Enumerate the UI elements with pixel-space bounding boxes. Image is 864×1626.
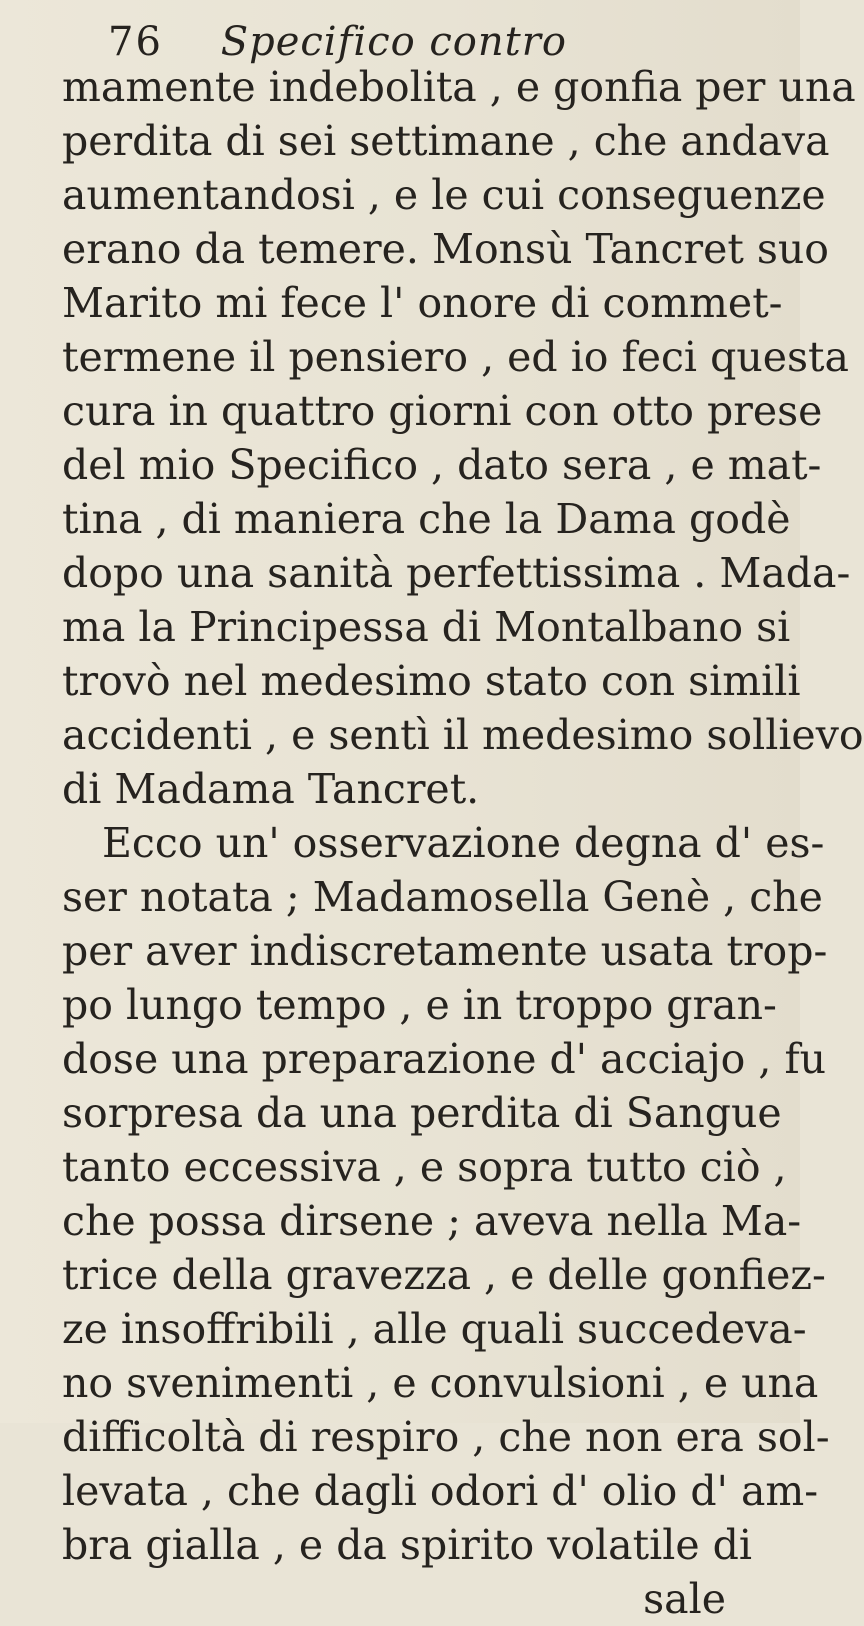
text-line: perdita di sei settimane , che andava — [62, 117, 830, 165]
text-line: dose una preparazione d' acciajo , fu — [62, 1035, 827, 1083]
text-line: del mio Specifico , dato sera , e mat- — [62, 441, 822, 489]
text-line: sorpresa da una perdita di Sangue — [62, 1089, 782, 1137]
text-line: erano da temere. Monsù Tancret suo — [62, 225, 829, 273]
text-line: no svenimenti , e convulsioni , e una — [62, 1359, 819, 1407]
body-text — [62, 60, 864, 1626]
text-line: mamente indebolita , e gonfia per una — [62, 63, 856, 111]
text-line: difficoltà di respiro , che non era sol- — [62, 1413, 830, 1461]
text-line: levata , che dagli odori d' olio d' am- — [62, 1467, 819, 1515]
text-line: per aver indiscretamente usata trop- — [62, 927, 828, 975]
text-line: termene il pensiero , ed io feci questa — [62, 333, 849, 381]
text-line: dopo una sanità perfettissima . Mada- — [62, 549, 851, 597]
text-line: che possa dirsene ; aveva nella Ma- — [62, 1197, 802, 1245]
text-line: Marito mi fece l' onore di commet- — [62, 279, 783, 327]
text-line: ser notata ; Madamosella Genè , che — [62, 873, 823, 921]
text-line: di Madama Tancret. — [62, 765, 480, 813]
text-line: po lungo tempo , e in troppo gran- — [62, 981, 777, 1029]
page-number: 76 — [108, 19, 163, 65]
text-line: accidenti , e sentì il medesimo sollievo — [62, 711, 864, 759]
catchword: sale — [643, 1575, 726, 1623]
text-line: aumentandosi , e le cui conseguenze — [62, 171, 826, 219]
running-title: Specifico contro — [220, 19, 567, 65]
text-line: ze insoffribili , alle quali succedeva- — [62, 1305, 807, 1353]
text-line: bra gialla , e da spirito volatile di — [62, 1521, 752, 1569]
text-line: trice della gravezza , e delle gonfiez- — [62, 1251, 826, 1299]
text-line: cura in quattro giorni con otto prese — [62, 387, 823, 435]
paragraph-start-line: Ecco un' osservazione degna d' es- — [102, 819, 825, 867]
text-line: ma la Principessa di Montalbano si — [62, 603, 791, 651]
text-line: tina , di maniera che la Dama godè — [62, 495, 791, 543]
text-line: trovò nel medesimo stato con simili — [62, 657, 801, 705]
text-line: tanto eccessiva , e sopra tutto ciò , — [62, 1143, 787, 1191]
